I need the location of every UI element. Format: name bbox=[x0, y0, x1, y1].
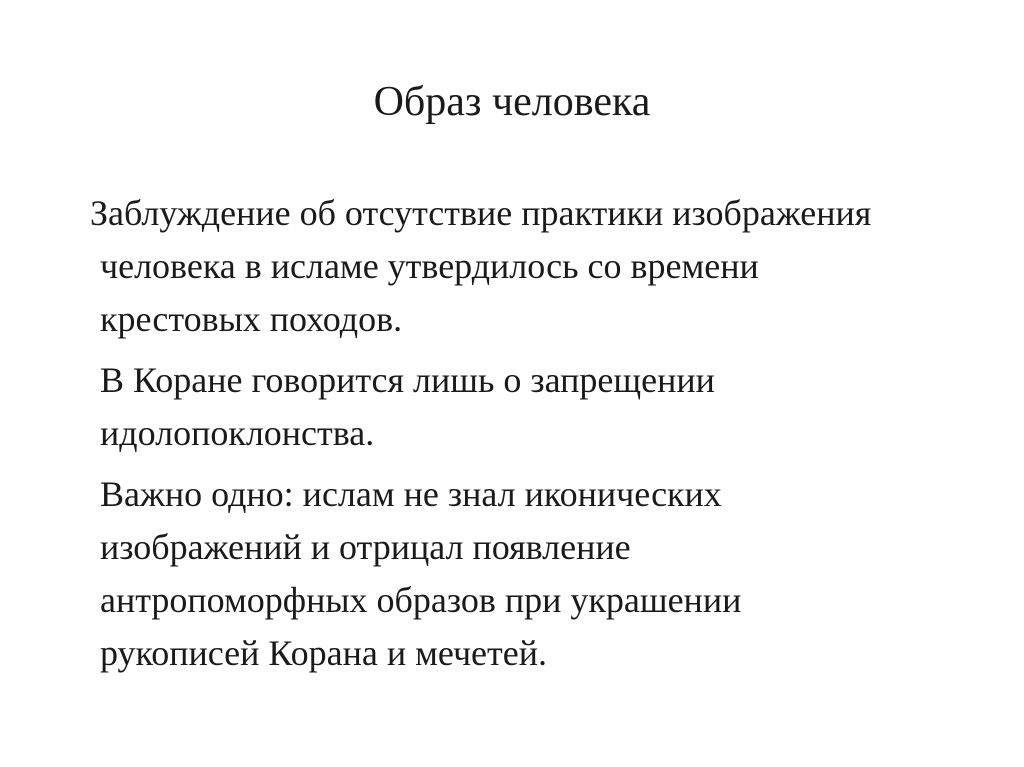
paragraph-line: рукописей Корана и мечетей. bbox=[100, 633, 548, 673]
paragraph-line: человека в исламе утвердилось со времени bbox=[100, 246, 759, 286]
paragraph-line: В Коране говорится лишь о запрещении bbox=[100, 360, 715, 400]
paragraph-important bbox=[62, 468, 982, 680]
slide-body bbox=[62, 187, 982, 680]
slide-title: Образ человека bbox=[373, 79, 651, 125]
paragraph-line: идолопоклонства. bbox=[100, 413, 375, 453]
paragraph-line: крестовых походов. bbox=[100, 299, 403, 339]
paragraph-line: Заблуждение об отсутствие практики изображения bbox=[90, 193, 872, 233]
paragraph-misconception bbox=[62, 187, 982, 346]
paragraph-quran bbox=[62, 354, 982, 460]
paragraph-line: антропоморфных образов при украшении bbox=[100, 580, 742, 620]
paragraph-line: Важно одно: ислам не знал иконических bbox=[100, 474, 722, 514]
paragraph-line: изображений и отрицал появление bbox=[100, 527, 631, 567]
